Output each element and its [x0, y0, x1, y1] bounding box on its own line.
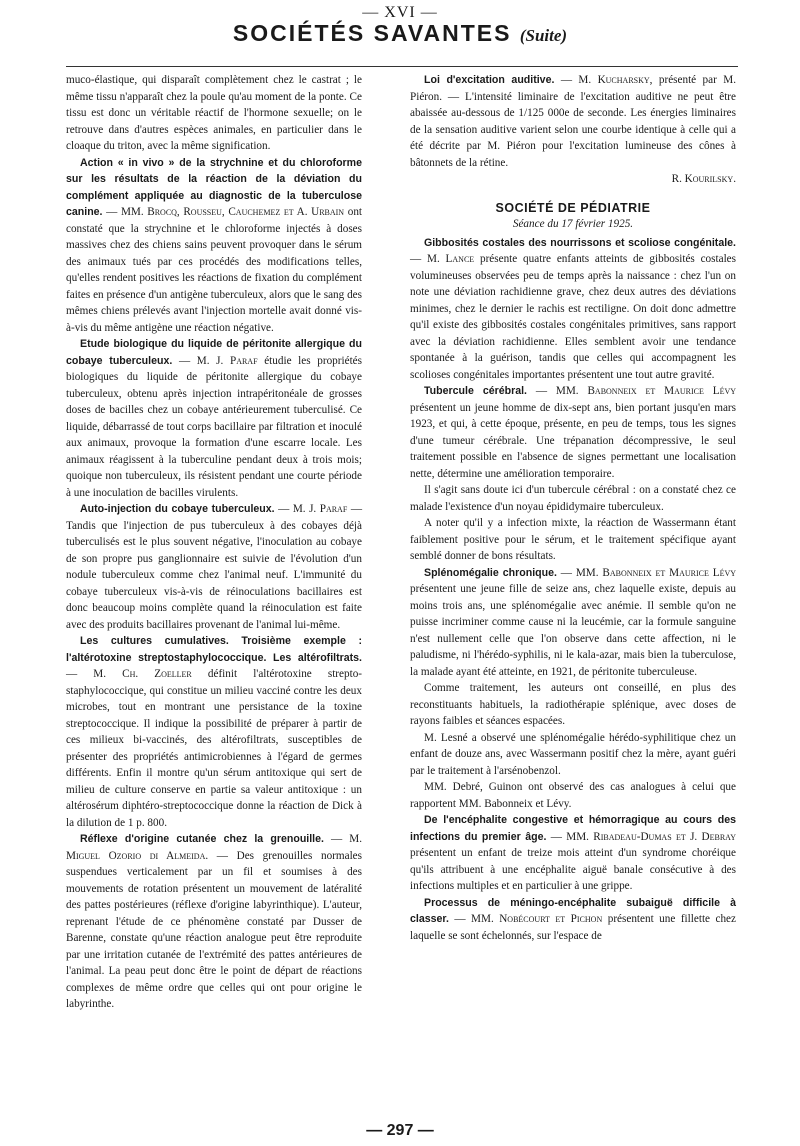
article-title: Auto-injection du cobaye tuberculeux.: [80, 503, 275, 515]
article-authors: M. J. Paraf: [292, 503, 348, 515]
paragraph: Il s'agit sans doute ici d'un tubercule cérébral : on a constaté chez ce malade l'existence d'un noyau épididymaire tuberculeux.: [410, 484, 736, 513]
page-title: [0, 20, 800, 47]
article-title: Etude biologique du liquide de péritonite allergique du cobaye tuberculeux.: [66, 338, 362, 367]
left-column: [66, 72, 362, 1013]
article-title: De l'encéphalite congestive et hémorragique au cours des infections du premier âge.: [410, 814, 736, 843]
article-text: ont constaté que la strychnine et le chloroforme injectés à doses massives chez des chiens sains peuvent provoquer dans le sérum des animaux tués par ces procédés des modifications telles, qu'elles rendent positives les réactions de fixation du complément faites en présence d'un antigène tuberculeux, alors que le sang des mêmes chiens prélevés avant l'injection mortelle avait donné vis-à-vis du même antigène une réaction négative.: [66, 206, 363, 334]
article-text: présente quatre enfants atteints de gibbosités costales volumineuses observées peu de temps après la naissance : chez l'un on note une déviation rachidienne grave, chez deux autres des déviations minimes, chez le dernier le rachis est rectiligne. On doit donc admettre qu'il existe des gibbosités costales congénitales primitives, sans rapport avec la déviation rachidienne. Elles semblent avoir une tendance spontanée à la guérison, tandis que celles qui accompagnent les scolioses congénitales importantes présentent une tout autre gravité.: [410, 253, 737, 381]
article-authors: M. Ch. Zoeller: [93, 668, 192, 680]
article-authors: MM. Brocq, Rousseu, Cauchemez et A. Urbain: [120, 206, 345, 218]
article-text: étudie les propriétés biologiques du liquide de péritonite allergique du cobaye tuberculeux, obtenu après injection intrapéritonéale de grosses doses de bacilles chez un cobaye antérieurement tuberculisé. Ce liquide, débarrassé de tout corps bacillaire par filtration et inoculé aux animaux, provoque la formation d'une escarre locale. Les animaux réagissent à la tuberculine pendant deux à trois mois; quoique non tuberculeux, ils résistent pendant une courte période à une inoculation de bacilles virulents.: [66, 354, 362, 499]
article: Etude biologique du liquide de péritonite allergique du cobaye tuberculeux. — M. J. Paraf étudie les propriétés biologiques du liquide de péritonite allergique du cobaye tuberculeux, obtenu après injection intrapéritonéale de grosses doses de bacilles chez un cobaye antérieurement tuberculisé. Ce liquide, débarrassé de tout corps bacillaire par filtration et inoculé aux animaux, provoque la formation d'une escarre locale. Les animaux réagissent à la tuberculine pendant deux à trois mois; quoique non tuberculeux, ils résistent pendant une courte période à une inoculation de bacilles virulents.: [66, 338, 362, 499]
article: De l'encéphalite congestive et hémorragique au cours des infections du premier âge. — MM. Ribadeau-Dumas et J. Debray présentent un enfant de treize mois atteint d'un syndrome choréique qu'ils attribuent à une encéphalite aiguë banale consécutive à des infections multiples et en particulier à une grippe.: [410, 814, 736, 892]
article: Splénomégalie chronique. — MM. Babonneix et Maurice Lévy présentent une jeune fille de seize ans, chez laquelle existe, depuis au moins trois ans, une splénomégalie avec anémie. Il semble qu'on ne puisse incriminer comme cause ni la leucémie, car la formule sanguine n'est nullement celle que l'on observe dans cette affection, ni le paludisme, ni l'hérédo-syphilis, ni le kala-azar, mais bien la tuberculose, la malade ayant été atteinte, en 1921, de péritonite tuberculeuse.: [410, 566, 737, 678]
title-main: SOCIÉTÉS SAVANTES: [232, 20, 512, 46]
article-text: — Tandis que l'injection de pus tuberculeux à des cobayes déjà tuberculisés est le plus souvent négative, l'inoculation au cobaye de son propre pus ganglionnaire est suivie de l'évolution d'un nodule tuberculeux comme chez l'animal neuf. L'immunité du cobaye tuberculeux vis-à-vis de réinoculations bacillaires est donc beaucoup moins complète quand la réinoculation est faite avec des produits bacillaires provenant de l'animal lui-même.: [66, 503, 362, 631]
article: Tubercule cérébral. — MM. Babonneix et Maurice Lévy présentent un jeune homme de dix-sept ans, bien portant jusqu'en mars 1923, et qui, à cette époque, présente, en peu de temps, tous les signes d'une tumeur cérébrale. Une trépanation décompressive, le seul traitement possible en l'absence de signes permettant une localisation nette, détermine une amélioration temporaire.: [410, 385, 737, 480]
session-date: Séance du 17 février 1925.: [512, 218, 634, 230]
article: Réflexe d'origine cutanée chez la grenouille. — M. Miguel Ozorio di Almeida. — Des grenouilles normales suspendues verticalement par un fil et soumises à des mouvements de rotation présentent un mouvement de latéralité des pattes postérieures (réflexe d'origine labyrinthique). L'auteur, reprenant l'étude de ce phénomène constaté par Dusser de Barenne, constate qu'une réaction analogue peut être reproduite par une irritation cutanée de l'extrémité des pattes antérieures de l'animal. La peau peut donc être le point de départ de réactions complexes de même ordre que celles qui ont pour origine le labyrinthe.: [66, 833, 363, 1010]
header-rule: [66, 66, 738, 67]
article-text: Des grenouilles normales suspendues verticalement par un fil et soumises à des mouvements de rotation présentent un mouvement de latéralité des pattes postérieures (réflexe d'origine labyrinthique). L'auteur, reprenant l'étude de ce phénomène constaté par Dusser de Barenne, constate qu'une réaction analogue peut être reproduite par une irritation cutanée de l'extrémité des pattes antérieures de l'animal. La peau peut donc être le point de départ de réactions complexes de même ordre que celles qui ont pour origine le labyrinthe.: [66, 849, 363, 1010]
article-authors: MM. Nobécourt et Pichon: [471, 913, 603, 925]
article-title: Splénomégalie chronique.: [424, 566, 557, 579]
page-number: — 297 —: [366, 1122, 434, 1139]
article-authors: M. Lance: [427, 253, 475, 265]
article-title: Tubercule cérébral.: [424, 385, 528, 397]
article-title: Loi d'excitation auditive.: [424, 74, 555, 86]
article-title: Gibbosités costales des nourrissons et scoliose congénitale.: [424, 236, 736, 249]
article-text: présentent un enfant de treize mois atteint d'un syndrome choréique qu'ils attribuent à une encéphalite aiguë banale consécutive à des infections multiples et en particulier à une grippe.: [410, 847, 736, 892]
article: Auto-injection du cobaye tuberculeux. — M. J. Paraf — Tandis que l'injection de pus tuberculeux à des cobayes déjà tuberculisés est le plus souvent négative, l'inoculation au cobaye de son propre pus ganglionnaire est suivie de l'évolution d'un nodule tuberculeux comme chez l'animal neuf. L'immunité du cobaye tuberculeux vis-à-vis de réinoculations bacillaires est donc beaucoup moins complète quand la réinoculation est faite avec des produits bacillaires provenant de l'animal lui-même.: [66, 503, 362, 631]
article: Les cultures cumulatives. Troisième exemple : l'altérotoxine streptostaphylococcique. Les altérofiltrats. — M. Ch. Zoeller définit l'altérotoxine strepto-staphylococcique, qui constitue un milieu vacciné contre les deux microbes, tout en montrant une persistance de la toxine streptococcique. Il indique la possibilité de préparer à partir de ces milieux bi-vaccinés, des altérofiltrats, susceptibles de présenter des propriétés antimicrobiennes à l'égard de germes différents. Enfin il montre qu'un sérum antitoxique qui sert de milieu de culture conserve en partie sa valeur antitoxique : un altérosérum diphtéro-streptococcique donne la réaction de Dick à la dilution de 1 p. 800.: [66, 635, 363, 829]
article: Loi d'excitation auditive. — M. Kucharsky, présenté par M. Piéron. — L'intensité liminaire de l'excitation auditive ne peut être abaissée au-dessous de 1/125 000e de seconde. Les énergies liminaires de la sensation auditive varient selon une courbe identique à celle qui a été décrite par M. Piéron pour l'excitation lumineuse des cônes à bâtonnets de la rétine.: [410, 74, 736, 169]
article-text: présentent une jeune fille de seize ans, chez laquelle existe, depuis au moins trois ans, une splénomégalie avec anémie. Il semble qu'on ne puisse incriminer comme cause ni la leucémie, car la formule sanguine n'est nullement celle que l'on observe dans cette affection, ni le paludisme, ni l'hérédo-syphilis, ni le kala-azar, mais bien la tuberculose, la malade ayant été atteinte, en 1921, de péritonite tuberculeuse.: [410, 583, 736, 678]
article-text: définit l'altérotoxine strepto-staphylococcique, qui constitue un milieu vacciné contre les deux microbes, tout en montrant une persistance de la toxine streptococcique. Il indique la possibilité de préparer à partir de ces milieux bi-vaccinés, des altérofiltrats, susceptibles de présenter des propriétés antimicrobiennes à l'égard de germes différents. Enfin il montre qu'un sérum antitoxique qui sert de milieu de culture conserve en partie sa valeur antitoxique : un altérosérum diphtéro-streptococcique donne la réaction de Dick à la dilution de 1 p. 800.: [66, 668, 363, 829]
article-title: Processus de méningo-encéphalite subaiguë difficile à classer.: [410, 896, 736, 925]
article-title: Réflexe d'origine cutanée chez la grenouille.: [80, 833, 324, 845]
paragraph: Comme traitement, les auteurs ont conseillé, en plus des reconstituants habituels, la radiothérapie splénique, avec doses de rayons faibles et séances espacées.: [410, 682, 736, 727]
article: Action « in vivo » de la strychnine et du chloroforme sur les résultats de la réaction de la déviation du complément appliquée au diagnostic de la tuberculose canine. — MM. Brocq, Rousseu, Cauchemez et A. Urbain ont constaté que la strychnine et le chloroforme injectés à doses massives chez des chiens sains peuvent provoquer dans le sérum des animaux tués par ces procédés des modifications telles, qu'elles rendent positives les réactions de fixation du complément faites en présence d'un antigène tuberculeux, alors que le sang des mêmes chiens prélevés avant l'injection mortelle avait donné vis-à-vis du même antigène une réaction négative.: [66, 156, 363, 334]
paragraph: A noter qu'il y a infection mixte, la réaction de Wassermann étant faiblement positive pour le sérum, et le traitement spécifique ayant semblé donner de bons résultats.: [410, 517, 736, 562]
article: Gibbosités costales des nourrissons et scoliose congénitale. — M. Lance présente quatre enfants atteints de gibbosités costales volumineuses observées peu de temps après la naissance : chez l'un on note une déviation rachidienne grave, chez deux autres des déviations minimes, chez le dernier le rachis est rectiligne. On doit donc admettre qu'il existe des gibbosités costales congénitales primitives, sans rapport avec la déviation rachidienne. Elles semblent avoir une tendance spontanée à la guérison, tandis que celles qui accompagnent les scolioses congénitales importantes présentent une tout autre gravité.: [410, 236, 737, 381]
signature: [410, 171, 736, 188]
signature-text: R. Kourilsky.: [671, 173, 736, 185]
article: Processus de méningo-encéphalite subaiguë difficile à classer. — MM. Nobécourt et Pichon présentent une fillette chez laquelle se sont échelonnés, sur l'espace de: [410, 896, 736, 942]
society-heading: SOCIÉTÉ DE PÉDIATRIE: [495, 200, 651, 215]
paragraph: MM. Debré, Guinon ont observé des cas analogues à celui que rapportent MM. Babonneix et Lévy.: [410, 781, 736, 810]
article-authors: MM. Babonneix et Maurice Lévy: [575, 566, 737, 579]
article-authors: MM. Ribadeau-Dumas et J. Debray: [566, 830, 736, 843]
article-authors: M. J. Paraf: [196, 354, 258, 367]
article-text: présenté par M. Piéron. — L'intensité liminaire de l'excitation auditive ne peut être abaissée au-dessous de 1/125 000e de seconde. Les énergies liminaires de la sensation auditive varient selon une courbe identique à celle qui a été décrite par M. Piéron pour l'excitation lumineuse des cônes à bâtonnets de la rétine.: [410, 74, 736, 169]
article-authors: M. Kucharsky: [578, 74, 650, 86]
paragraph: muco-élastique, qui disparaît complètement chez le castrat ; le même tissu n'apparaît chez la poule qu'au moment de la ponte. Ce tissu est donc un véritable réactif de l'hormone sexuelle; on le retrouve dans d'autres espèces animales, en particulier dans le cloaque du triton, avec la même signification.: [66, 74, 362, 152]
paragraph: M. Lesné a observé une splénomégalie hérédo-syphilitique chez un enfant de douze ans, avec Wassermann positif chez la mère, ayant guéri par le traitement à l'arsénobenzol.: [410, 731, 736, 777]
article-text: présentent un jeune homme de dix-sept ans, bien portant jusqu'en mars 1923, et qui, à cette époque, présente, en peu de temps, tous les signes d'une tumeur cérébrale. Une trépanation décompressive, le seul traitement possible en l'absence de signes permettant une localisation nette, détermine une amélioration temporaire.: [410, 401, 736, 480]
article-title: Action « in vivo » de la strychnine et du chloroforme sur les résultats de la réaction de la déviation du complément appliquée au diagnostic de la tuberculose canine.: [66, 156, 362, 218]
article-title: Les cultures cumulatives. Troisième exemple : l'altérotoxine streptostaphylococcique. Les altérofiltrats.: [66, 635, 362, 664]
page-roman-numeral: — XVI —: [362, 4, 438, 21]
article-text: présentent une fillette chez laquelle se sont échelonnés, sur l'espace de: [410, 913, 736, 942]
right-column: [410, 72, 736, 944]
article-authors: MM. Babonneix et Maurice Lévy: [555, 385, 737, 397]
article-authors: M. Miguel Ozorio di Almeida: [66, 833, 363, 862]
title-suffix: (Suite): [519, 26, 568, 45]
